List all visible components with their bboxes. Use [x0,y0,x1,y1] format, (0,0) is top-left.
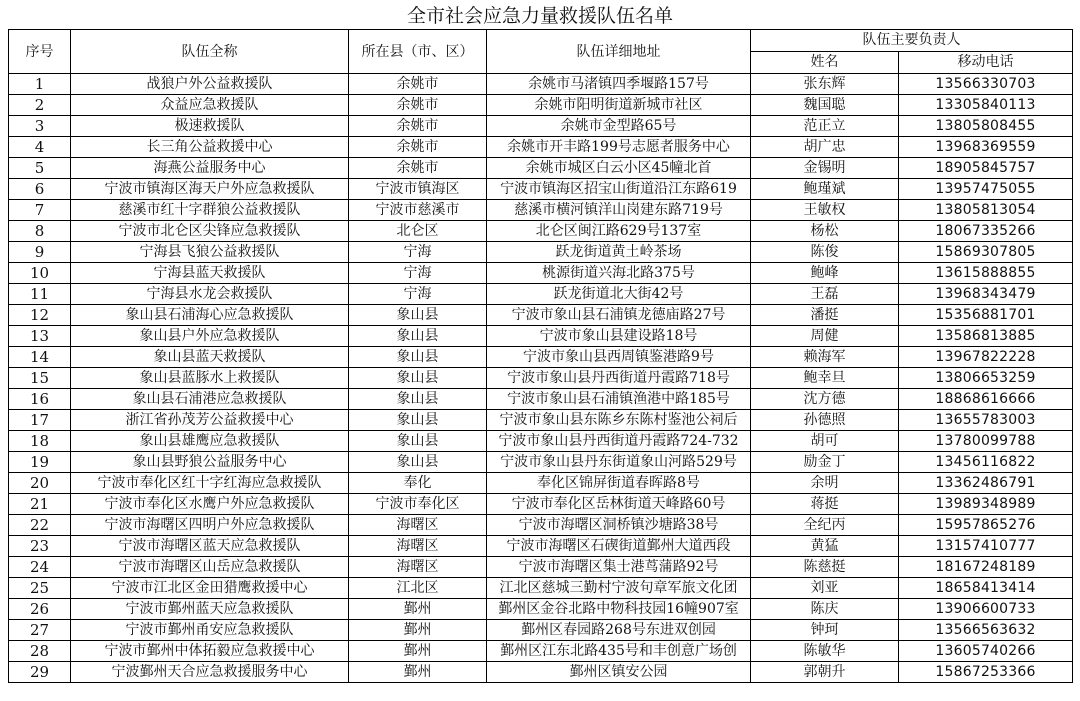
row-phone: 13566330703 [899,74,1073,95]
header-team-name: 队伍全称 [71,30,349,74]
table-row [9,284,1073,305]
table-row [9,95,1073,116]
row-index: 23 [9,536,71,557]
row-index: 14 [9,347,71,368]
row-county: 海曙区 [349,557,487,578]
table-row [9,389,1073,410]
row-address: 宁波市象山县建设路18号 [487,326,751,347]
row-team-name: 象山县石浦港应急救援队 [71,389,349,410]
rescue-team-table [8,29,1073,683]
row-team-name: 海燕公益服务中心 [71,158,349,179]
row-address: 桃源街道兴海北路375号 [487,263,751,284]
table-row [9,137,1073,158]
table-row [9,641,1073,662]
row-address: 跃龙街道黄土岭茶场 [487,242,751,263]
table-row [9,158,1073,179]
row-phone: 13780099788 [899,431,1073,452]
row-index: 3 [9,116,71,137]
row-address: 宁波市奉化区岳林街道天峰路60号 [487,494,751,515]
row-team-name: 浙江省孙茂芳公益救援中心 [71,410,349,431]
row-leader-name: 周健 [751,326,899,347]
row-address: 余姚市开丰路199号志愿者服务中心 [487,137,751,158]
row-phone: 18658413414 [899,578,1073,599]
row-leader-name: 胡可 [751,431,899,452]
row-county: 象山县 [349,431,487,452]
header-index: 序号 [9,30,71,74]
row-team-name: 长三角公益救援中心 [71,137,349,158]
row-index: 25 [9,578,71,599]
row-index: 11 [9,284,71,305]
row-address: 宁波市象山县丹西街道丹霞路718号 [487,368,751,389]
row-leader-name: 沈方德 [751,389,899,410]
header-county: 所在县（市、区） [349,30,487,74]
header-address: 队伍详细地址 [487,30,751,74]
document-title: 全市社会应急力量救援队伍名单 [406,5,673,27]
row-team-name: 宁波市奉化区水鹰户外应急救援队 [71,494,349,515]
row-address: 慈溪市横河镇洋山岗建东路719号 [487,200,751,221]
row-address: 江北区慈城三勤村宁波句章军旅文化团 [487,578,751,599]
row-phone: 13968343479 [899,284,1073,305]
row-index: 15 [9,368,71,389]
header-leader-name: 姓名 [751,52,899,74]
row-leader-name: 钟珂 [751,620,899,641]
row-index: 22 [9,515,71,536]
row-leader-name: 陈俊 [751,242,899,263]
row-team-name: 宁波鄞州天合应急救援服务中心 [71,662,349,683]
row-team-name: 战狼户外公益救援队 [71,74,349,95]
row-team-name: 象山县户外应急救援队 [71,326,349,347]
header-leader-group: 队伍主要负责人 [751,30,1073,52]
row-county: 海曙区 [349,515,487,536]
row-phone: 13968369559 [899,137,1073,158]
row-index: 6 [9,179,71,200]
row-leader-name: 刘亚 [751,578,899,599]
row-leader-name: 孙德照 [751,410,899,431]
table-row [9,74,1073,95]
row-index: 7 [9,200,71,221]
row-index: 18 [9,431,71,452]
row-leader-name: 陈敏华 [751,641,899,662]
table-row [9,347,1073,368]
row-county: 宁波市镇海区 [349,179,487,200]
row-phone: 13806653259 [899,368,1073,389]
row-phone: 18905845757 [899,158,1073,179]
row-index: 10 [9,263,71,284]
row-team-name: 宁海县水龙会救援队 [71,284,349,305]
table-row [9,431,1073,452]
row-team-name: 象山县蓝天救援队 [71,347,349,368]
row-address: 宁波市海曙区石碶街道鄞州大道西段 [487,536,751,557]
table-row [9,410,1073,431]
row-address: 鄞州区镇安公园 [487,662,751,683]
row-index: 5 [9,158,71,179]
row-leader-name: 黄猛 [751,536,899,557]
table-row [9,620,1073,641]
table-row [9,179,1073,200]
row-leader-name: 鲍瑾斌 [751,179,899,200]
row-county: 宁海 [349,263,487,284]
row-county: 象山县 [349,368,487,389]
row-county: 鄞州 [349,641,487,662]
row-leader-name: 陈庆 [751,599,899,620]
table-row [9,599,1073,620]
row-team-name: 宁波市海曙区山岳应急救援队 [71,557,349,578]
row-leader-name: 全纪丙 [751,515,899,536]
row-address: 宁波市象山县丹西街道丹霞路724-732 [487,431,751,452]
row-county: 鄞州 [349,662,487,683]
row-address: 宁波市镇海区招宝山街道沿江东路619 [487,179,751,200]
row-phone: 13655783003 [899,410,1073,431]
row-phone: 13615888855 [899,263,1073,284]
row-phone: 13456116822 [899,452,1073,473]
row-phone: 18067335266 [899,221,1073,242]
row-index: 1 [9,74,71,95]
row-address: 宁波市象山县西周镇鉴港路9号 [487,347,751,368]
row-address: 北仑区闽江路629号137室 [487,221,751,242]
row-team-name: 宁波市鄞州蓝天应急救援队 [71,599,349,620]
row-address: 宁波市象山县丹东街道象山河路529号 [487,452,751,473]
table-row [9,263,1073,284]
row-leader-name: 赖海军 [751,347,899,368]
row-leader-name: 陈慈挺 [751,557,899,578]
table-row [9,473,1073,494]
row-address: 余姚市金型路65号 [487,116,751,137]
row-county: 宁海 [349,242,487,263]
row-county: 象山县 [349,410,487,431]
row-leader-name: 潘挺 [751,305,899,326]
row-address: 宁波市象山县石浦镇渔港中路185号 [487,389,751,410]
row-county: 北仑区 [349,221,487,242]
row-index: 24 [9,557,71,578]
row-leader-name: 王磊 [751,284,899,305]
row-address: 宁波市象山县石浦镇龙德庙路27号 [487,305,751,326]
row-address: 鄞州区春园路268号东进双创园 [487,620,751,641]
row-address: 跃龙街道北大街42号 [487,284,751,305]
header-phone: 移动电话 [899,52,1073,74]
row-team-name: 慈溪市红十字群狼公益救援队 [71,200,349,221]
row-phone: 13967822228 [899,347,1073,368]
row-team-name: 宁波市镇海区海天户外应急救援队 [71,179,349,200]
row-team-name: 宁波市北仑区尖锋应急救援队 [71,221,349,242]
row-index: 21 [9,494,71,515]
row-leader-name: 鲍幸旦 [751,368,899,389]
row-county: 余姚市 [349,158,487,179]
row-county: 象山县 [349,389,487,410]
row-address: 宁波市海曙区集士港茑蒲路92号 [487,557,751,578]
table-row [9,368,1073,389]
row-index: 9 [9,242,71,263]
row-team-name: 象山县雄鹰应急救援队 [71,431,349,452]
table-row [9,242,1073,263]
row-phone: 15356881701 [899,305,1073,326]
row-team-name: 宁海县蓝天救援队 [71,263,349,284]
row-phone: 13805808455 [899,116,1073,137]
row-phone: 15867253366 [899,662,1073,683]
row-address: 奉化区锦屏街道春晖路8号 [487,473,751,494]
row-county: 余姚市 [349,137,487,158]
table-row [9,452,1073,473]
row-team-name: 众益应急救援队 [71,95,349,116]
row-team-name: 象山县蓝豚水上救援队 [71,368,349,389]
row-phone: 15957865276 [899,515,1073,536]
row-address: 余姚市城区白云小区45幢北首 [487,158,751,179]
row-county: 余姚市 [349,116,487,137]
table-row [9,116,1073,137]
row-phone: 18868616666 [899,389,1073,410]
row-leader-name: 蒋挺 [751,494,899,515]
row-county: 鄞州 [349,599,487,620]
row-index: 26 [9,599,71,620]
row-leader-name: 郭朝升 [751,662,899,683]
row-phone: 18167248189 [899,557,1073,578]
row-index: 27 [9,620,71,641]
row-team-name: 象山县石浦海心应急救援队 [71,305,349,326]
table-row [9,536,1073,557]
row-index: 29 [9,662,71,683]
row-address: 宁波市海曙区洞桥镇沙塘路38号 [487,515,751,536]
row-phone: 13805813054 [899,200,1073,221]
row-address: 余姚市阳明街道新城市社区 [487,95,751,116]
row-county: 宁波市奉化区 [349,494,487,515]
row-county: 象山县 [349,347,487,368]
row-team-name: 宁波市江北区金田猎鹰救援中心 [71,578,349,599]
row-phone: 13305840113 [899,95,1073,116]
row-leader-name: 胡广忠 [751,137,899,158]
row-leader-name: 鲍峰 [751,263,899,284]
row-leader-name: 魏国聪 [751,95,899,116]
row-county: 象山县 [349,326,487,347]
row-phone: 13605740266 [899,641,1073,662]
table-row [9,305,1073,326]
row-team-name: 宁波市鄞州甬安应急救援队 [71,620,349,641]
row-index: 20 [9,473,71,494]
row-index: 19 [9,452,71,473]
row-team-name: 宁波市奉化区红十字红海应急救援队 [71,473,349,494]
row-leader-name: 张东辉 [751,74,899,95]
row-phone: 13157410777 [899,536,1073,557]
table-row [9,662,1073,683]
table-row [9,578,1073,599]
row-address: 余姚市马渚镇四季堰路157号 [487,74,751,95]
row-leader-name: 励金丁 [751,452,899,473]
row-team-name: 象山县野狼公益服务中心 [71,452,349,473]
row-phone: 13957475055 [899,179,1073,200]
row-address: 鄞州区金谷北路中物科技园16幢907室 [487,599,751,620]
row-team-name: 宁波市海曙区蓝天应急救援队 [71,536,349,557]
table-row [9,494,1073,515]
row-index: 13 [9,326,71,347]
table-row [9,326,1073,347]
row-team-name: 宁波市海曙区四明户外应急救援队 [71,515,349,536]
row-county: 余姚市 [349,74,487,95]
row-county: 象山县 [349,305,487,326]
row-leader-name: 范正立 [751,116,899,137]
row-index: 12 [9,305,71,326]
row-index: 16 [9,389,71,410]
row-team-name: 宁波市鄞州中体拓毅应急救援中心 [71,641,349,662]
row-phone: 13586813885 [899,326,1073,347]
row-county: 象山县 [349,452,487,473]
row-county: 江北区 [349,578,487,599]
row-index: 2 [9,95,71,116]
row-county: 宁波市慈溪市 [349,200,487,221]
row-index: 8 [9,221,71,242]
row-county: 余姚市 [349,95,487,116]
row-index: 4 [9,137,71,158]
row-index: 17 [9,410,71,431]
row-county: 海曙区 [349,536,487,557]
table-header [9,30,1073,74]
row-county: 鄞州 [349,620,487,641]
row-phone: 13989348989 [899,494,1073,515]
row-county: 奉化 [349,473,487,494]
table-row [9,515,1073,536]
row-county: 宁海 [349,284,487,305]
row-leader-name: 余明 [751,473,899,494]
table-row [9,200,1073,221]
row-leader-name: 金锡明 [751,158,899,179]
table-body [9,74,1073,683]
row-address: 宁波市象山县东陈乡东陈村鉴池公祠后 [487,410,751,431]
row-index: 28 [9,641,71,662]
row-phone: 13566563632 [899,620,1073,641]
row-team-name: 极速救援队 [71,116,349,137]
row-phone: 13906600733 [899,599,1073,620]
row-leader-name: 王敏权 [751,200,899,221]
row-leader-name: 杨松 [751,221,899,242]
row-phone: 13362486791 [899,473,1073,494]
table-row [9,557,1073,578]
row-address: 鄞州区江东北路435号和丰创意广场创 [487,641,751,662]
row-phone: 15869307805 [899,242,1073,263]
table-row [9,221,1073,242]
row-team-name: 宁海县飞狼公益救援队 [71,242,349,263]
